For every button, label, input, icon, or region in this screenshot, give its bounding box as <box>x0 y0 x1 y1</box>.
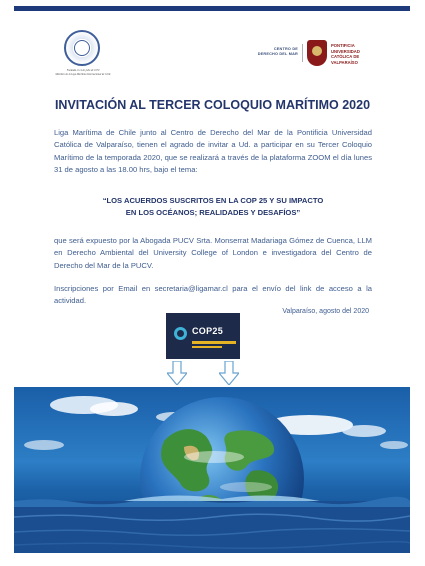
earth-in-ocean-image <box>14 387 410 553</box>
cop25-accent-bar <box>192 341 236 344</box>
earth-sinking-in-ocean-icon <box>14 387 410 553</box>
registration-paragraph: Inscripciones por Email en secretaria@ligamar.cl para el envío del link de acceso a la actividad. <box>54 284 372 306</box>
top-bar <box>14 6 410 11</box>
seal-caption: Fundada el 14 de julio de 1970 Miembro de la Liga Marítima Internacional de Chile <box>55 69 111 76</box>
dateline: Valparaíso, agosto del 2020 <box>282 308 369 315</box>
theme-title: “LOS ACUERDOS SUSCRITOS EN LA COP 25 Y SU IMPACTO EN LOS OCÉANOS; REALIDADES Y DESAFÍOS” <box>102 196 324 218</box>
cop25-logo <box>166 313 240 359</box>
pucv-crest-logo <box>307 40 327 66</box>
logo-divider <box>302 44 303 62</box>
centro-derecho-del-mar-label: CENTRO DE DERECHO DEL MAR <box>257 47 298 56</box>
speaker-paragraph: que será expuesto por la Abogada PUCV Srta. Monserrat Madariaga Gómez de Cuenca, LLM en Derecho Ambiental del University College of London e investigadora del Centro de Derecho del Mar de la PUCV. <box>54 236 372 270</box>
cop25-accent-bar <box>192 346 222 348</box>
down-arrow-icon <box>167 361 187 385</box>
invitation-paragraph: Liga Marítima de Chile junto al Centro de Derecho del Mar de la Pontificia Universidad Católica de Valparaíso, tienen el agrado de invitar a Ud. a participar en su Tercer Coloquio Marítimo de la temporada 2020, que se realizará a través de la plataforma ZOOM el día lunes 31 de agosto a las 18.00 hrs, bajo el tema: <box>54 128 372 175</box>
liga-maritima-seal-logo <box>64 30 100 66</box>
cop25-ring-icon <box>174 327 187 340</box>
down-arrow-icon <box>219 361 239 385</box>
cop25-label: COP25 <box>192 326 224 336</box>
pucv-label: PONTIFICIA UNIVERSIDAD CATÓLICA DE VALPARAÍSO <box>331 43 360 65</box>
page-title: INVITACIÓN AL TERCER COLOQUIO MARÍTIMO 2020 <box>54 98 371 112</box>
